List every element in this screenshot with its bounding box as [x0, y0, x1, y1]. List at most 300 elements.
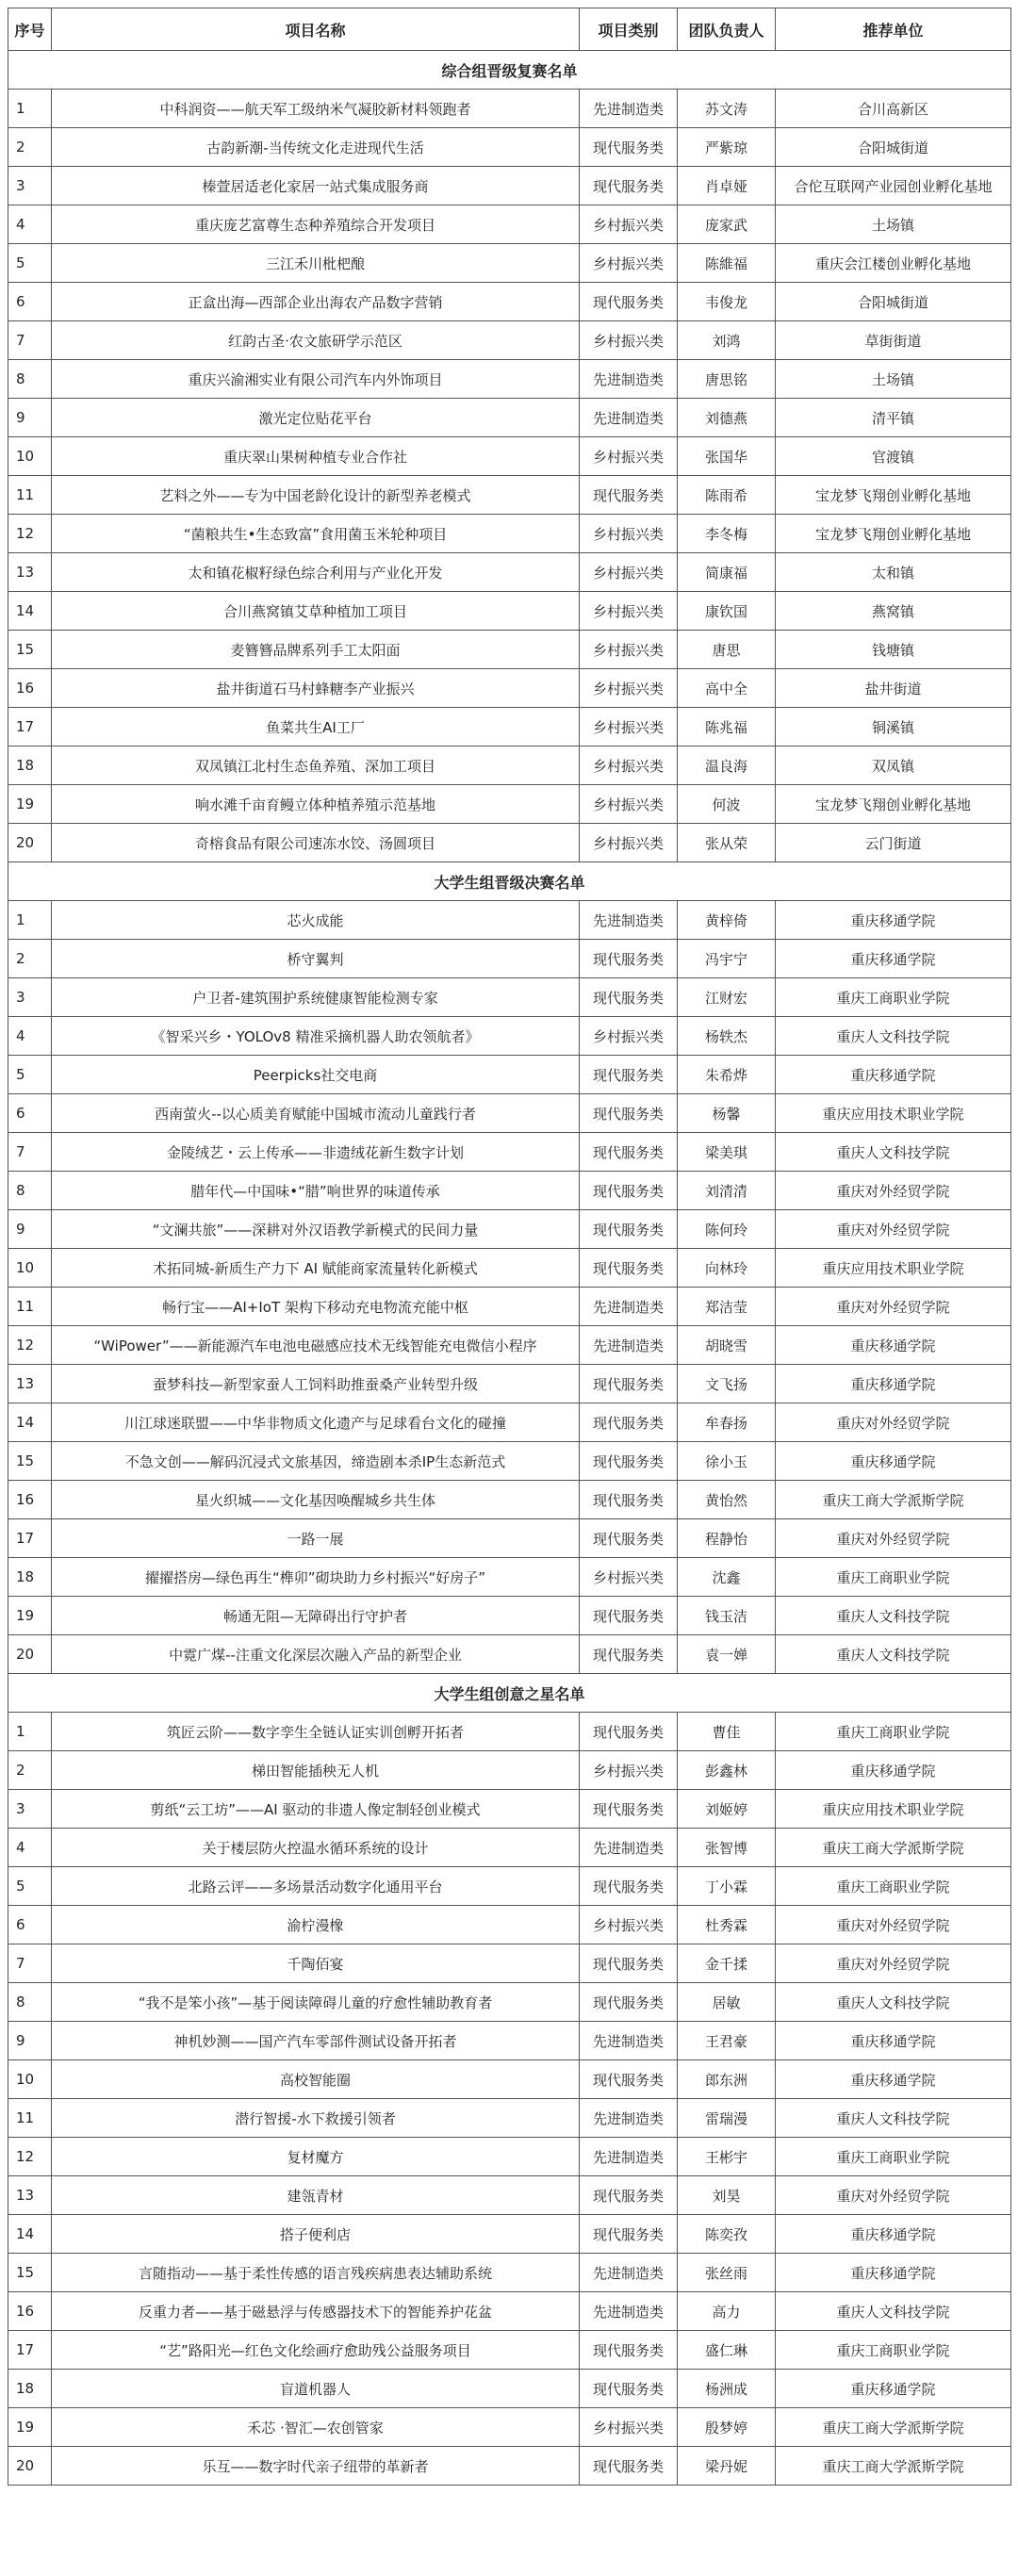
table-row: [8, 824, 1011, 862]
project-category: 乡村振兴类: [580, 824, 678, 862]
team-leader: 冯宇宁: [678, 940, 776, 978]
project-category: 先进制造类: [580, 90, 678, 128]
table-row: [8, 1288, 1011, 1326]
table-row: [8, 1210, 1011, 1249]
recommending-unit: 重庆对外经贸学院: [776, 1906, 1011, 1944]
results-table: [8, 8, 1011, 2486]
recommending-unit: 重庆工商大学派斯学院: [776, 2408, 1011, 2447]
table-row: [8, 2060, 1011, 2099]
table-row: [8, 2370, 1011, 2408]
table-row: [8, 1442, 1011, 1481]
recommending-unit: 清平镇: [776, 399, 1011, 437]
project-category: 现代服务类: [580, 2176, 678, 2215]
project-category: 先进制造类: [580, 2022, 678, 2060]
team-leader: 殷梦婷: [678, 2408, 776, 2447]
table-row: [8, 360, 1011, 399]
table-row: [8, 399, 1011, 437]
project-name: 梯田智能插秧无人机: [52, 1751, 580, 1790]
table-row: [8, 785, 1011, 824]
project-category: 现代服务类: [580, 1867, 678, 1906]
team-leader: 严紫琼: [678, 128, 776, 167]
table-row: [8, 1133, 1011, 1172]
project-name: 复材魔方: [52, 2138, 580, 2176]
row-index: 13: [8, 553, 52, 592]
team-leader: 肖卓娅: [678, 167, 776, 205]
team-leader: 沈鑫: [678, 1558, 776, 1597]
project-name: 响水滩千亩育鳗立体种植养殖示范基地: [52, 785, 580, 824]
project-category: 乡村振兴类: [580, 785, 678, 824]
team-leader: 金千揉: [678, 1944, 776, 1983]
section-title: 大学生组晋级决赛名单: [8, 862, 1011, 901]
section-header-row: [8, 1674, 1011, 1713]
project-category: 先进制造类: [580, 2254, 678, 2292]
team-leader: 刘清清: [678, 1172, 776, 1210]
recommending-unit: 重庆人文科技学院: [776, 1597, 1011, 1635]
recommending-unit: 重庆人文科技学院: [776, 2292, 1011, 2331]
recommending-unit: 合阳城街道: [776, 128, 1011, 167]
team-leader: 韦俊龙: [678, 283, 776, 321]
project-category: 乡村振兴类: [580, 553, 678, 592]
section-header-row: [8, 862, 1011, 901]
recommending-unit: 土场镇: [776, 205, 1011, 244]
project-category: 现代服务类: [580, 1481, 678, 1519]
project-name: 潜行智援-水下救援引领者: [52, 2099, 580, 2138]
row-index: 4: [8, 205, 52, 244]
project-category: 先进制造类: [580, 2138, 678, 2176]
team-leader: 王君豪: [678, 2022, 776, 2060]
table-row: [8, 205, 1011, 244]
project-category: 现代服务类: [580, 2447, 678, 2486]
project-name: 术拓同城-新质生产力下 AI 赋能商家流量转化新模式: [52, 1249, 580, 1288]
row-index: 11: [8, 2099, 52, 2138]
team-leader: 郑洁莹: [678, 1288, 776, 1326]
recommending-unit: 重庆移通学院: [776, 2060, 1011, 2099]
recommending-unit: 重庆工商职业学院: [776, 1558, 1011, 1597]
table-row: [8, 1481, 1011, 1519]
table-row: [8, 1829, 1011, 1867]
project-category: 先进制造类: [580, 901, 678, 940]
row-index: 16: [8, 2292, 52, 2331]
row-index: 5: [8, 1056, 52, 1094]
table-row: [8, 1172, 1011, 1210]
recommending-unit: 官渡镇: [776, 437, 1011, 476]
project-category: 乡村振兴类: [580, 1558, 678, 1597]
team-leader: 杜秀霖: [678, 1906, 776, 1944]
project-name: 金陵绒艺・云上传承——非遗绒花新生数字计划: [52, 1133, 580, 1172]
table-row: [8, 90, 1011, 128]
table-row: [8, 1017, 1011, 1056]
team-leader: 徐小玉: [678, 1442, 776, 1481]
project-category: 先进制造类: [580, 1829, 678, 1867]
project-category: 现代服务类: [580, 128, 678, 167]
project-category: 现代服务类: [580, 1597, 678, 1635]
project-name: 星火织城——文化基因唤醒城乡共生体: [52, 1481, 580, 1519]
recommending-unit: 重庆对外经贸学院: [776, 1288, 1011, 1326]
project-name: 桥守翼判: [52, 940, 580, 978]
table-row: [8, 901, 1011, 940]
project-category: 乡村振兴类: [580, 631, 678, 669]
row-index: 7: [8, 321, 52, 360]
recommending-unit: 重庆对外经贸学院: [776, 1403, 1011, 1442]
project-name: 搭子便利店: [52, 2215, 580, 2254]
project-category: 现代服务类: [580, 1210, 678, 1249]
recommending-unit: 重庆工商职业学院: [776, 1867, 1011, 1906]
row-index: 1: [8, 901, 52, 940]
table-row: [8, 2138, 1011, 2176]
recommending-unit: 重庆工商职业学院: [776, 1713, 1011, 1751]
row-index: 6: [8, 1906, 52, 1944]
row-index: 18: [8, 1558, 52, 1597]
recommending-unit: 重庆应用技术职业学院: [776, 1094, 1011, 1133]
table-row: [8, 2447, 1011, 2486]
project-category: 乡村振兴类: [580, 708, 678, 747]
recommending-unit: 重庆对外经贸学院: [776, 1944, 1011, 1983]
project-category: 现代服务类: [580, 1249, 678, 1288]
team-leader: 胡晓雪: [678, 1326, 776, 1365]
project-category: 现代服务类: [580, 167, 678, 205]
project-category: 乡村振兴类: [580, 321, 678, 360]
team-leader: 高力: [678, 2292, 776, 2331]
team-leader: 盛仁琳: [678, 2331, 776, 2370]
table-row: [8, 978, 1011, 1017]
table-row: [8, 476, 1011, 515]
team-leader: 刘姬婷: [678, 1790, 776, 1829]
team-leader: 袁一婵: [678, 1635, 776, 1674]
row-index: 1: [8, 90, 52, 128]
row-index: 15: [8, 1442, 52, 1481]
recommending-unit: 重庆工商职业学院: [776, 2138, 1011, 2176]
recommending-unit: 宝龙梦飞翔创业孵化基地: [776, 785, 1011, 824]
project-category: 现代服务类: [580, 1983, 678, 2022]
row-index: 20: [8, 2447, 52, 2486]
table-row: [8, 1326, 1011, 1365]
table-row: [8, 1558, 1011, 1597]
row-index: 10: [8, 437, 52, 476]
project-category: 现代服务类: [580, 1403, 678, 1442]
project-category: 现代服务类: [580, 1365, 678, 1403]
project-name: 合川燕窝镇艾草种植加工项目: [52, 592, 580, 631]
row-index: 16: [8, 1481, 52, 1519]
project-category: 乡村振兴类: [580, 2408, 678, 2447]
row-index: 4: [8, 1829, 52, 1867]
team-leader: 李冬梅: [678, 515, 776, 553]
project-name: 北路云评——多场景活动数字化通用平台: [52, 1867, 580, 1906]
recommending-unit: 土场镇: [776, 360, 1011, 399]
team-leader: 陈兆福: [678, 708, 776, 747]
recommending-unit: 重庆会江楼创业孵化基地: [776, 244, 1011, 283]
project-name: 筑匠云阶——数字孪生全链认证实训创孵开拓者: [52, 1713, 580, 1751]
table-row: [8, 2176, 1011, 2215]
recommending-unit: 重庆移通学院: [776, 1442, 1011, 1481]
project-category: 现代服务类: [580, 1172, 678, 1210]
project-category: 先进制造类: [580, 2292, 678, 2331]
team-leader: 刘德燕: [678, 399, 776, 437]
team-leader: 张智博: [678, 1829, 776, 1867]
row-index: 5: [8, 1867, 52, 1906]
table-row: [8, 1597, 1011, 1635]
section-title: 综合组晋级复赛名单: [8, 51, 1011, 90]
table-row: [8, 1906, 1011, 1944]
recommending-unit: 重庆工商职业学院: [776, 978, 1011, 1017]
team-leader: 陈維福: [678, 244, 776, 283]
table-row: [8, 669, 1011, 708]
project-name: 古韵新潮-当传统文化走进现代生活: [52, 128, 580, 167]
table-row: [8, 2331, 1011, 2370]
recommending-unit: 重庆移通学院: [776, 1365, 1011, 1403]
table-row: [8, 2099, 1011, 2138]
recommending-unit: 宝龙梦飞翔创业孵化基地: [776, 476, 1011, 515]
table-row: [8, 1635, 1011, 1674]
recommending-unit: 双凤镇: [776, 747, 1011, 785]
team-leader: 陈奕孜: [678, 2215, 776, 2254]
row-index: 10: [8, 1249, 52, 1288]
row-index: 15: [8, 631, 52, 669]
recommending-unit: 燕窝镇: [776, 592, 1011, 631]
header-index: 序号: [8, 8, 52, 51]
row-index: 19: [8, 2408, 52, 2447]
project-name: 剪纸“云工坊”——AI 驱动的非遗人像定制轻创业模式: [52, 1790, 580, 1829]
row-index: 19: [8, 1597, 52, 1635]
project-category: 现代服务类: [580, 2060, 678, 2099]
project-category: 现代服务类: [580, 283, 678, 321]
table-row: [8, 437, 1011, 476]
team-leader: 温良海: [678, 747, 776, 785]
recommending-unit: 重庆对外经贸学院: [776, 1519, 1011, 1558]
project-name: 反重力者——基于磁悬浮与传感器技术下的智能养护花盆: [52, 2292, 580, 2331]
recommending-unit: 重庆移通学院: [776, 2215, 1011, 2254]
table-row: [8, 283, 1011, 321]
project-category: 现代服务类: [580, 2331, 678, 2370]
table-row: [8, 1056, 1011, 1094]
header-team-leader: 团队负责人: [678, 8, 776, 51]
recommending-unit: 合川高新区: [776, 90, 1011, 128]
recommending-unit: 重庆对外经贸学院: [776, 1210, 1011, 1249]
team-leader: 张国华: [678, 437, 776, 476]
project-name: 重庆翠山果树种植专业合作社: [52, 437, 580, 476]
table-row: [8, 2254, 1011, 2292]
team-leader: 杨轶杰: [678, 1017, 776, 1056]
project-category: 现代服务类: [580, 978, 678, 1017]
table-row: [8, 167, 1011, 205]
header-row: [8, 8, 1011, 51]
project-name: 奇榕食品有限公司速冻水饺、汤圆项目: [52, 824, 580, 862]
section-title: 大学生组创意之星名单: [8, 1674, 1011, 1713]
project-name: 盲道机器人: [52, 2370, 580, 2408]
row-index: 4: [8, 1017, 52, 1056]
row-index: 12: [8, 515, 52, 553]
project-category: 现代服务类: [580, 2215, 678, 2254]
header-project-name: 项目名称: [52, 8, 580, 51]
team-leader: 杨馨: [678, 1094, 776, 1133]
row-index: 14: [8, 2215, 52, 2254]
row-index: 14: [8, 592, 52, 631]
team-leader: 张从荣: [678, 824, 776, 862]
project-category: 现代服务类: [580, 1790, 678, 1829]
recommending-unit: 重庆对外经贸学院: [776, 2176, 1011, 2215]
project-name: “菌粮共生•生态致富”食用菌玉米轮种项目: [52, 515, 580, 553]
recommending-unit: 合阳城街道: [776, 283, 1011, 321]
row-index: 7: [8, 1133, 52, 1172]
header-category: 项目类别: [580, 8, 678, 51]
project-name: 蚕梦科技—新型家蚕人工饲料助推蚕桑产业转型升级: [52, 1365, 580, 1403]
project-category: 现代服务类: [580, 476, 678, 515]
row-index: 6: [8, 283, 52, 321]
team-leader: 刘昊: [678, 2176, 776, 2215]
team-leader: 张丝雨: [678, 2254, 776, 2292]
row-index: 10: [8, 2060, 52, 2099]
row-index: 15: [8, 2254, 52, 2292]
team-leader: 钱玉洁: [678, 1597, 776, 1635]
team-leader: 丁小霖: [678, 1867, 776, 1906]
table-row: [8, 1983, 1011, 2022]
recommending-unit: 盐井街道: [776, 669, 1011, 708]
project-name: 擢擢搭房—绿色再生“榫卯”砌块助力乡村振兴“好房子”: [52, 1558, 580, 1597]
header-recommending-unit: 推荐单位: [776, 8, 1011, 51]
recommending-unit: 重庆对外经贸学院: [776, 1172, 1011, 1210]
row-index: 13: [8, 2176, 52, 2215]
project-category: 乡村振兴类: [580, 1751, 678, 1790]
row-index: 7: [8, 1944, 52, 1983]
project-category: 现代服务类: [580, 1944, 678, 1983]
project-name: Peerpicks社交电商: [52, 1056, 580, 1094]
project-name: 乐互——数字时代亲子纽带的革新者: [52, 2447, 580, 2486]
recommending-unit: 重庆移通学院: [776, 1056, 1011, 1094]
project-name: 畅通无阻—无障碍出行守护者: [52, 1597, 580, 1635]
row-index: 19: [8, 785, 52, 824]
project-name: 麦簪簪品牌系列手工太阳面: [52, 631, 580, 669]
project-name: 神机妙测——国产汽车零部件测试设备开拓者: [52, 2022, 580, 2060]
row-index: 1: [8, 1713, 52, 1751]
table-row: [8, 128, 1011, 167]
recommending-unit: 重庆工商大学派斯学院: [776, 2447, 1011, 2486]
recommending-unit: 重庆人文科技学院: [776, 1017, 1011, 1056]
table-row: [8, 2215, 1011, 2254]
project-name: 言随指动——基于柔性传感的语言残疾病患表达辅助系统: [52, 2254, 580, 2292]
recommending-unit: 太和镇: [776, 553, 1011, 592]
table-body: [8, 51, 1011, 2486]
section-header-row: [8, 51, 1011, 90]
project-name: 一路一展: [52, 1519, 580, 1558]
project-name: 《智采兴乡・YOLOv8 精准采摘机器人助农领航者》: [52, 1017, 580, 1056]
team-leader: 康钦国: [678, 592, 776, 631]
project-category: 现代服务类: [580, 1442, 678, 1481]
recommending-unit: 重庆移通学院: [776, 940, 1011, 978]
project-name: 户卫者-建筑围护系统健康智能检测专家: [52, 978, 580, 1017]
project-name: 禾芯 ·智汇—农创管家: [52, 2408, 580, 2447]
project-category: 现代服务类: [580, 1133, 678, 1172]
row-index: 9: [8, 2022, 52, 2060]
team-leader: 文飞扬: [678, 1365, 776, 1403]
row-index: 2: [8, 1751, 52, 1790]
recommending-unit: 重庆应用技术职业学院: [776, 1249, 1011, 1288]
project-category: 乡村振兴类: [580, 515, 678, 553]
table-row: [8, 1713, 1011, 1751]
project-category: 乡村振兴类: [580, 437, 678, 476]
project-name: 红韵古圣·农文旅研学示范区: [52, 321, 580, 360]
table-row: [8, 1403, 1011, 1442]
recommending-unit: 合佗互联网产业园创业孵化基地: [776, 167, 1011, 205]
project-name: 高校智能圈: [52, 2060, 580, 2099]
table-row: [8, 2292, 1011, 2331]
table-row: [8, 631, 1011, 669]
row-index: 5: [8, 244, 52, 283]
project-name: 盐井街道石马村蜂糖李产业振兴: [52, 669, 580, 708]
team-leader: 向林玲: [678, 1249, 776, 1288]
project-name: 芯火成能: [52, 901, 580, 940]
team-leader: 程静怡: [678, 1519, 776, 1558]
team-leader: 高中全: [678, 669, 776, 708]
team-leader: 梁美琪: [678, 1133, 776, 1172]
team-leader: 杨洲成: [678, 2370, 776, 2408]
table-row: [8, 553, 1011, 592]
team-leader: 刘鸿: [678, 321, 776, 360]
project-name: “WiPower”——新能源汽车电池电磁感应技术无线智能充电微信小程序: [52, 1326, 580, 1365]
project-category: 现代服务类: [580, 1094, 678, 1133]
project-category: 乡村振兴类: [580, 669, 678, 708]
row-index: 14: [8, 1403, 52, 1442]
project-name: “艺”路阳光—红色文化绘画疗愈助残公益服务项目: [52, 2331, 580, 2370]
recommending-unit: 重庆工商职业学院: [776, 2331, 1011, 2370]
project-category: 乡村振兴类: [580, 747, 678, 785]
project-category: 先进制造类: [580, 1326, 678, 1365]
team-leader: 黄梓倚: [678, 901, 776, 940]
row-index: 8: [8, 360, 52, 399]
project-name: 建瓴青材: [52, 2176, 580, 2215]
recommending-unit: 重庆移通学院: [776, 2254, 1011, 2292]
project-category: 乡村振兴类: [580, 592, 678, 631]
row-index: 12: [8, 1326, 52, 1365]
project-name: 双凤镇江北村生态鱼养殖、深加工项目: [52, 747, 580, 785]
table-row: [8, 1944, 1011, 1983]
team-leader: 唐思铭: [678, 360, 776, 399]
project-category: 现代服务类: [580, 940, 678, 978]
project-category: 现代服务类: [580, 1635, 678, 1674]
recommending-unit: 重庆工商大学派斯学院: [776, 1829, 1011, 1867]
recommending-unit: 铜溪镇: [776, 708, 1011, 747]
project-name: 重庆庞艺富尊生态种养殖综合开发项目: [52, 205, 580, 244]
table-row: [8, 940, 1011, 978]
row-index: 20: [8, 824, 52, 862]
row-index: 18: [8, 2370, 52, 2408]
project-category: 先进制造类: [580, 399, 678, 437]
table-row: [8, 1751, 1011, 1790]
project-category: 先进制造类: [580, 360, 678, 399]
table-row: [8, 321, 1011, 360]
recommending-unit: 草街街道: [776, 321, 1011, 360]
project-category: 现代服务类: [580, 2370, 678, 2408]
recommending-unit: 宝龙梦飞翔创业孵化基地: [776, 515, 1011, 553]
table-row: [8, 747, 1011, 785]
project-name: 重庆兴渝湘实业有限公司汽车内外饰项目: [52, 360, 580, 399]
row-index: 9: [8, 1210, 52, 1249]
recommending-unit: 重庆移通学院: [776, 1326, 1011, 1365]
team-leader: 简康福: [678, 553, 776, 592]
recommending-unit: 重庆人文科技学院: [776, 1635, 1011, 1674]
team-leader: 何波: [678, 785, 776, 824]
table-row: [8, 1790, 1011, 1829]
recommending-unit: 重庆工商大学派斯学院: [776, 1481, 1011, 1519]
row-index: 2: [8, 128, 52, 167]
project-name: 腊年代—中国味•“腊”响世界的味道传承: [52, 1172, 580, 1210]
project-category: 现代服务类: [580, 1056, 678, 1094]
team-leader: 苏文涛: [678, 90, 776, 128]
project-name: 鱼菜共生AI工厂: [52, 708, 580, 747]
recommending-unit: 重庆人文科技学院: [776, 2099, 1011, 2138]
team-leader: 朱希烨: [678, 1056, 776, 1094]
project-name: “我不是笨小孩”—基于阅读障碍儿童的疗愈性辅助教育者: [52, 1983, 580, 2022]
project-name: 不急文创——解码沉浸式文旅基因，缔造剧本杀IP生态新范式: [52, 1442, 580, 1481]
project-name: 中科润资——航天军工级纳米气凝胶新材料领跑者: [52, 90, 580, 128]
